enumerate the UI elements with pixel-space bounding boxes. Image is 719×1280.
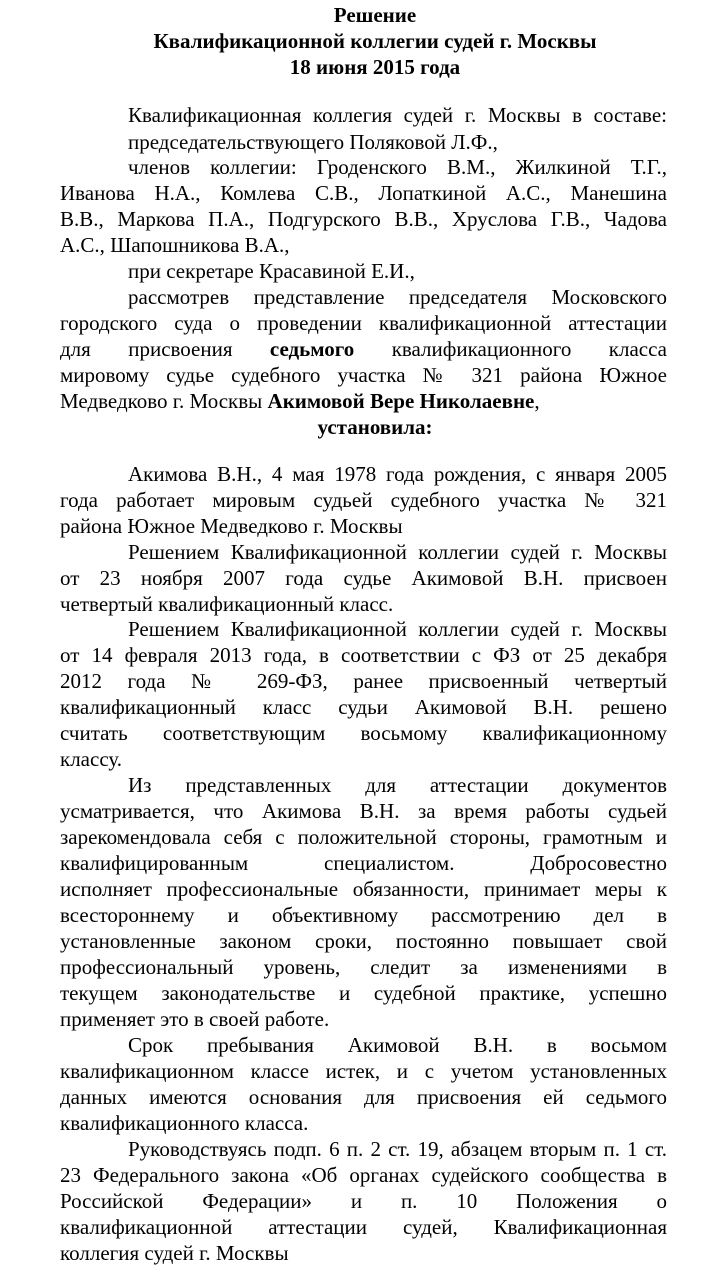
text-line: от 23 ноября 2007 года судье Акимовой В.Н. присвоен: [60, 566, 667, 590]
text-line: председательствующего Поляковой Л.Ф.,: [128, 130, 498, 154]
text-segment: ,: [534, 389, 540, 413]
text-line: Из представленных для аттестации документов: [128, 773, 667, 797]
text-line: квалифицированным специалистом. Добросовестно: [60, 851, 667, 875]
text-line: рассмотрев представление председателя Московского: [128, 285, 667, 309]
text-segment: квалификационного класса: [354, 337, 667, 361]
bold-segment: Акимовой Вере Николаевне: [267, 389, 535, 413]
text-line: считать соответствующим восьмому квалификационному: [60, 721, 667, 745]
text-line: установленные законом сроки, постоянно повышает свой: [60, 929, 667, 953]
text-line: городского суда о проведении квалификационной аттестации: [60, 311, 667, 335]
text-line-with-bold: [60, 388, 667, 414]
text-line: В.В., Маркова П.А., Подгурского В.В., Хруслова Г.В., Чадова: [60, 207, 667, 231]
text-line: Срок пребывания Акимовой В.Н. в восьмом: [128, 1033, 667, 1057]
text-line: 23 Федерального закона «Об органах судейского сообщества в: [60, 1163, 667, 1187]
text-segment: для присвоения: [60, 337, 270, 361]
text-line: Российской Федерации» и п. 10 Положения о: [60, 1189, 667, 1213]
text-line: при секретаре Красавиной Е.И.,: [128, 259, 415, 283]
text-line: 2012 года № 269-ФЗ, ранее присвоенный четвертый: [60, 669, 667, 693]
text-line: квалификационный класс судьи Акимовой В.Н. решено: [60, 695, 667, 719]
text-line: Акимова В.Н., 4 мая 1978 года рождения, с января 2005: [128, 462, 667, 486]
text-line: Квалификационная коллегия судей г. Москвы в составе:: [128, 103, 667, 127]
text-line: Решением Квалификационной коллегии судей г. Москвы: [128, 617, 667, 641]
text-line: исполняет профессиональные обязанности, принимает меры к: [60, 877, 667, 901]
text-segment: Медведково г. Москвы: [60, 389, 268, 413]
text-line: коллегия судей г. Москвы: [60, 1241, 289, 1265]
document-subtitle: Квалификационной коллегии судей г. Москвы: [153, 29, 597, 53]
text-line: Решением Квалификационной коллегии судей г. Москвы: [128, 540, 667, 564]
text-line: от 14 февраля 2013 года, в соответствии с ФЗ от 25 декабря: [60, 643, 667, 667]
text-line: всестороннему и объективному рассмотрению дел в: [60, 903, 667, 927]
text-line: четвертый квалификационный класс.: [60, 592, 394, 616]
text-line: года работает мировым судьей судебного участка № 321: [60, 488, 667, 512]
text-line: классу.: [60, 747, 123, 771]
document-date: 18 июня 2015 года: [289, 55, 461, 79]
text-line: данных имеются основания для присвоения ей седьмого: [60, 1085, 667, 1109]
text-line: Иванова Н.А., Комлева С.В., Лопаткиной А.С., Манешина: [60, 181, 667, 205]
text-line: мировому судье судебного участка № 321 района Южное: [60, 363, 667, 387]
text-line: усматривается, что Акимова В.Н. за время работы судьей: [60, 799, 667, 823]
text-line: профессиональный уровень, следит за изменениями в: [60, 955, 667, 979]
text-line: квалификационной аттестации судей, Квалификационная: [60, 1215, 667, 1239]
text-line: членов коллегии: Гроденского В.М., Жилкиной Т.Г.,: [128, 155, 667, 179]
text-line: квалификационного класса.: [60, 1111, 309, 1135]
document-title: Решение: [333, 3, 417, 27]
text-line: текущем законодательстве и судебной практике, успешно: [60, 981, 667, 1005]
text-line: района Южное Медведково г. Москвы: [60, 514, 403, 538]
text-line: применяет это в своей работе.: [60, 1007, 330, 1031]
text-line: квалификационном классе истек, и с учетом установленных: [60, 1059, 667, 1083]
text-line: А.С., Шапошникова В.А.,: [60, 233, 290, 257]
text-line: зарекомендовала себя с положительной стороны, грамотным и: [60, 825, 667, 849]
text-line-with-bold: [60, 336, 667, 362]
text-line: Руководствуясь подп. 6 п. 2 ст. 19, абзацем вторым п. 1 ст.: [128, 1137, 667, 1161]
section-heading: установила:: [317, 415, 433, 439]
bold-segment: седьмого: [269, 337, 355, 361]
